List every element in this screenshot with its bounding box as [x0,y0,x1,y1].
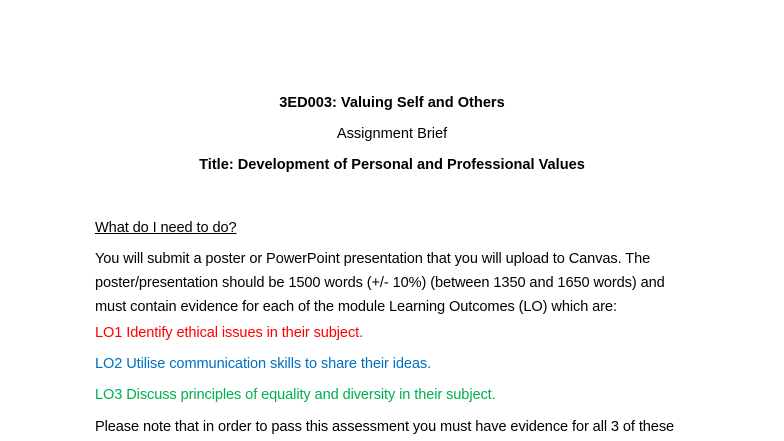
paragraph-line: You will submit a poster or PowerPoint presentation that you will upload to Canvas. The [95,251,651,267]
note-line: Please note that in order to pass this assessment you must have evidence for all 3 of these [95,419,675,435]
question-heading: What do I need to do? [95,220,237,236]
assignment-title: Title: Development of Personal and Professional Values [199,157,585,173]
learning-outcome-lo3: LO3 Discuss principles of equality and diversity in their subject. [95,387,496,403]
learning-outcome-lo2: LO2 Utilise communication skills to share their ideas. [95,356,432,372]
document-type: Assignment Brief [336,126,448,142]
paragraph-line: must contain evidence for each of the module Learning Outcomes (LO) which are: [95,299,617,315]
learning-outcome-lo1: LO1 Identify ethical issues in their subject. [95,325,364,341]
course-title: 3ED003: Valuing Self and Others [279,95,505,111]
paragraph-line: poster/presentation should be 1500 words (+/- 10%) (between 1350 and 1650 words) and [95,275,665,291]
